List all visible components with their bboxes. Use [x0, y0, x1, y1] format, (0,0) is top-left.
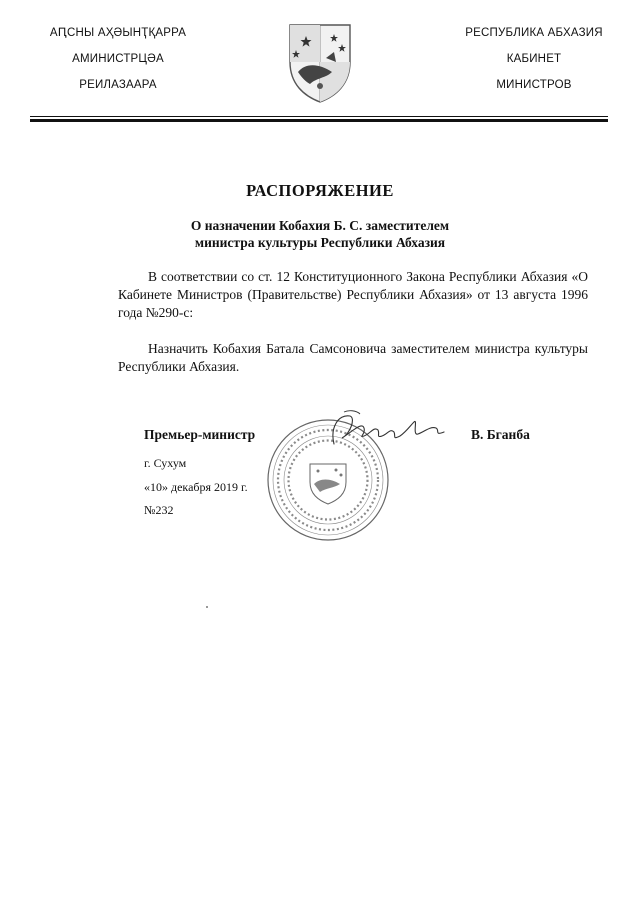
handwritten-signature-icon [320, 408, 450, 450]
document-subject [0, 217, 640, 251]
header-divider-thin [30, 116, 608, 117]
paragraph-basis: В соответствии со ст. 12 Конституционного Закона Республики Абхазия «О Кабинете Министров (Правительстве) Республики Абхазия» от 13 августа 1996 года №290-с: [118, 269, 588, 320]
document-city: г. Сухум [144, 456, 187, 470]
subject-line-1: О назначении Кобахия Б. С. заместителем [190, 218, 450, 233]
document-number: №232 [144, 503, 174, 517]
subject-line-2: министра культуры Республики Абхазия [194, 235, 446, 250]
document-date: «10» декабря 2019 г. [144, 480, 248, 494]
header-left-line-3: РЕИЛАЗААРА [79, 79, 157, 91]
paragraph-appointment: Назначить Кобахия Батала Самсоновича заместителем министра культуры Республики Абхазия. [118, 341, 588, 374]
header-right-russian [446, 26, 622, 104]
header-divider-thick [30, 119, 608, 122]
scan-speck [206, 606, 208, 608]
header-right-line-1: РЕСПУБЛИКА АБХАЗИЯ [465, 27, 603, 39]
header-right-line-2: КАБИНЕТ [506, 53, 562, 65]
document-title: РАСПОРЯЖЕНИЕ [246, 181, 394, 200]
header-left-line-1: АԤСНЫ АҲӘЫНҬҚАРРА [49, 27, 187, 39]
header-left-abkhaz [30, 26, 206, 104]
signatory-position: Премьер-министр [144, 427, 256, 442]
signatory-name: В. Бганба [471, 427, 530, 442]
header-right-line-3: МИНИСТРОВ [496, 79, 572, 91]
header-left-line-2: АМИНИСТРЦӘА [72, 53, 164, 65]
abkhazia-coat-of-arms-icon [286, 22, 354, 104]
